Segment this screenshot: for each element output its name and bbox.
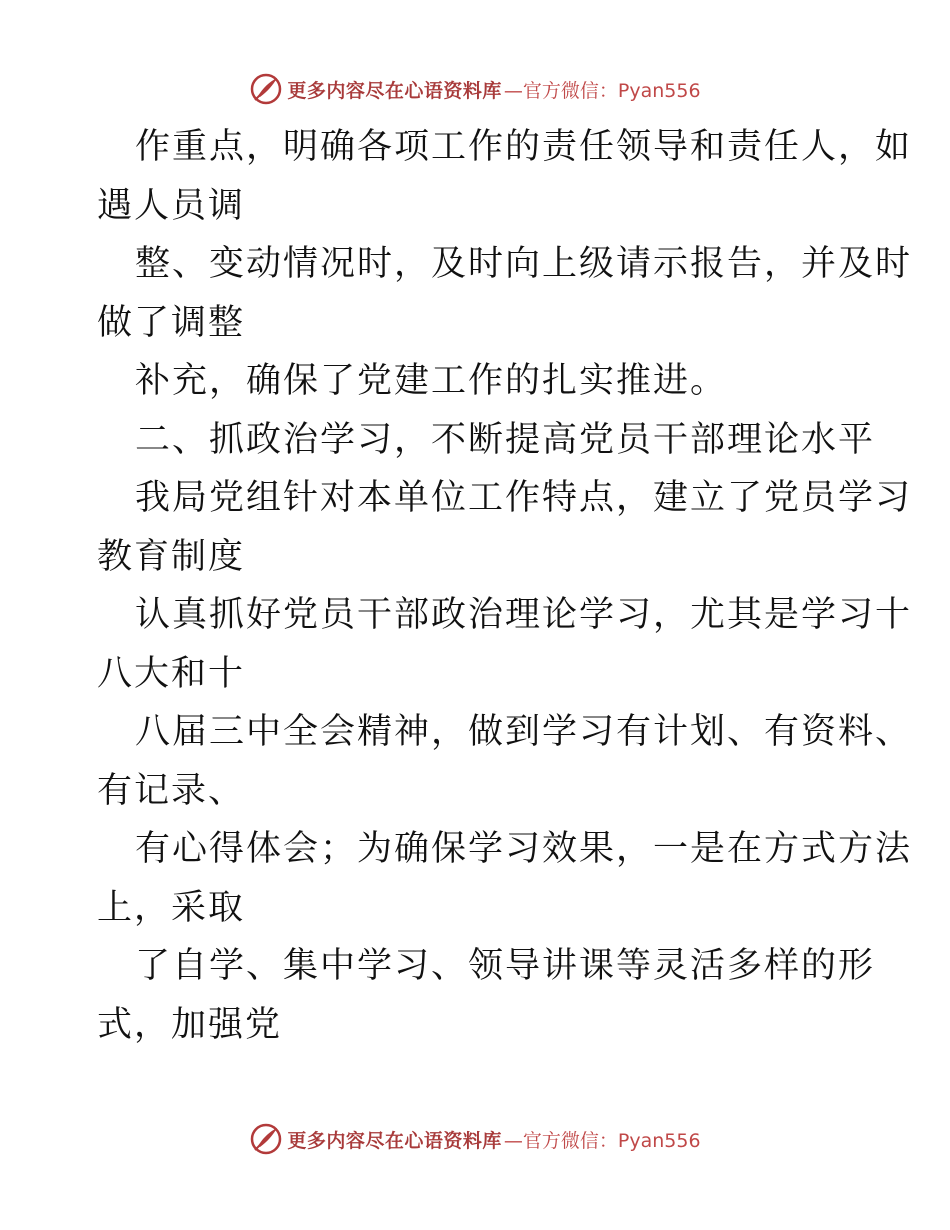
text-line: 我局党组针对本单位工作特点，建立了党员学习 bbox=[135, 478, 913, 518]
header-watermark bbox=[0, 72, 950, 106]
text-line: 八大和十 bbox=[97, 653, 246, 694]
text-line: 做了调整 bbox=[97, 302, 246, 343]
document-body bbox=[97, 118, 913, 1054]
footer-watermark bbox=[0, 1122, 950, 1156]
section-heading: 二、抓政治学习，不断提高党员干部理论水平 bbox=[135, 419, 876, 460]
text-line: 式，加强党 bbox=[97, 1004, 283, 1045]
watermark-sub-text: —官方微信：Pyan556 bbox=[503, 79, 701, 102]
text-line: 认真抓好党员干部政治理论学习，尤其是学习十 bbox=[135, 595, 913, 635]
text-line: 有记录、 bbox=[97, 770, 246, 811]
text-line: 作重点，明确各项工作的责任领导和责任人，如 bbox=[135, 127, 913, 167]
text-line: 遇人员调 bbox=[97, 185, 246, 226]
text-line: 八届三中全会精神，做到学习有计划、有资料、 bbox=[135, 712, 913, 752]
watermark-sub-text: —官方微信：Pyan556 bbox=[503, 1129, 701, 1152]
watermark-main-text: 更多内容尽在心语资料库 bbox=[287, 79, 502, 102]
watermark-group bbox=[249, 72, 700, 106]
quill-logo-icon bbox=[249, 1122, 283, 1156]
text-line: 补充，确保了党建工作的扎实推进。 bbox=[135, 361, 728, 401]
watermark-group bbox=[249, 1122, 700, 1156]
text-line: 教育制度 bbox=[97, 536, 246, 577]
watermark-main-text: 更多内容尽在心语资料库 bbox=[287, 1129, 502, 1152]
quill-logo-icon bbox=[249, 72, 283, 106]
text-line: 上，采取 bbox=[97, 887, 246, 928]
text-line: 整、变动情况时，及时向上级请示报告，并及时 bbox=[135, 244, 913, 284]
text-line: 了自学、集中学习、领导讲课等灵活多样的形 bbox=[135, 946, 876, 986]
text-line: 有心得体会；为确保学习效果，一是在方式方法 bbox=[135, 829, 913, 869]
